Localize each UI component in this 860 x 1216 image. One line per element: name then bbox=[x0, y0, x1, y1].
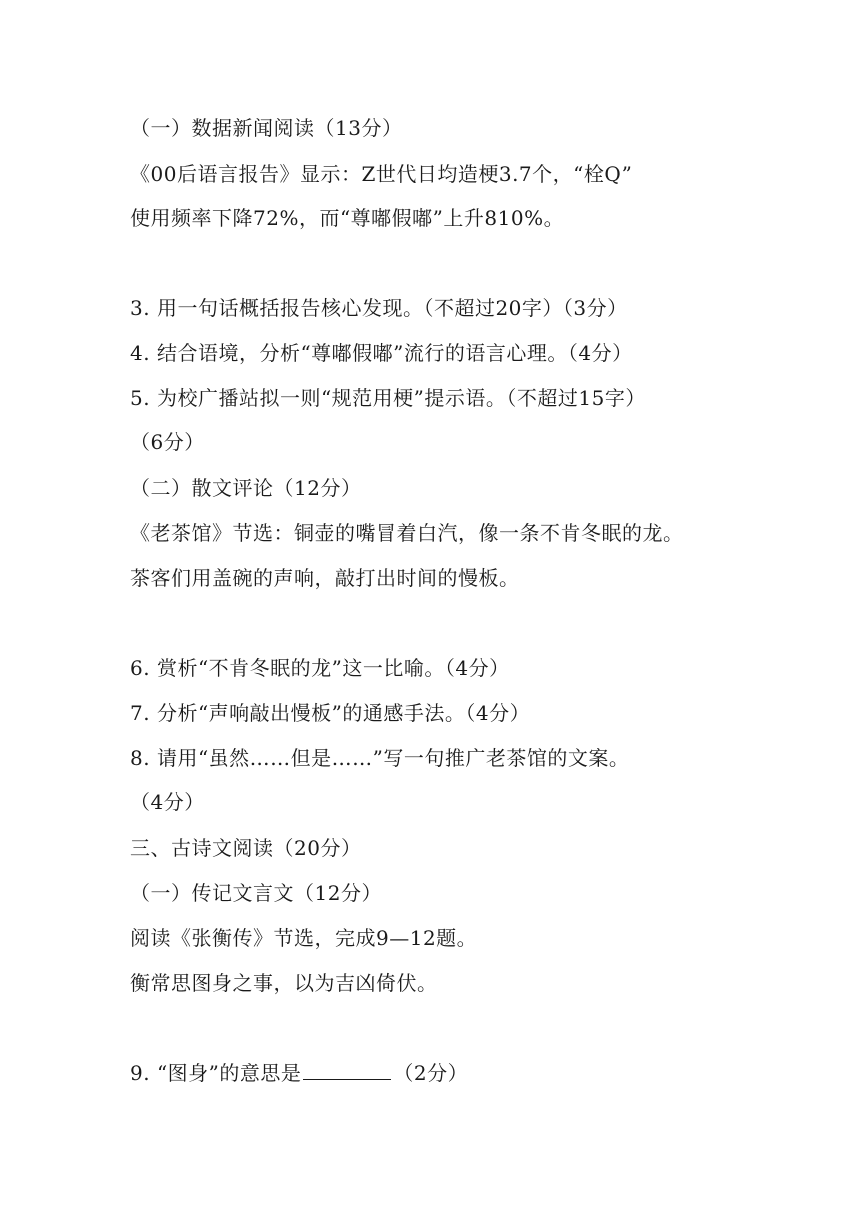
reading-instruction: 阅读《张衡传》节选，完成9—12题。 bbox=[130, 926, 478, 950]
passage-line: 《00后语言报告》显示：Z世代日均造梗3.7个，“栓Q” bbox=[130, 162, 633, 186]
question-9 bbox=[130, 1061, 468, 1085]
passage-line: 茶客们用盖碗的声响，敲打出时间的慢板。 bbox=[130, 566, 520, 590]
question-5-score: （6分） bbox=[130, 430, 205, 454]
question-9-text: 9. “图身”的意思是 bbox=[130, 1061, 302, 1085]
question-3: 3. 用一句话概括报告核心发现。（不超过20字）（3分） bbox=[130, 296, 628, 320]
part-heading-classical: 三、古诗文阅读（20分） bbox=[130, 836, 362, 860]
question-7: 7. 分析“声响敲出慢板”的通感手法。（4分） bbox=[130, 701, 531, 725]
section-heading-data-news: （一）数据新闻阅读（13分） bbox=[130, 116, 403, 140]
sub-heading-biography: （一）传记文言文（12分） bbox=[130, 881, 382, 905]
answer-blank[interactable] bbox=[303, 1061, 391, 1080]
question-5: 5. 为校广播站拟一则“规范用梗”提示语。（不超过15字） bbox=[130, 386, 646, 410]
question-9-score: （2分） bbox=[393, 1061, 469, 1085]
question-6: 6. 赏析“不肯冬眠的龙”这一比喻。（4分） bbox=[130, 656, 510, 680]
question-8: 8. 请用“虽然……但是……”写一句推广老茶馆的文案。 bbox=[130, 746, 630, 770]
passage-line: 使用频率下降72%，而“尊嘟假嘟”上升810%。 bbox=[130, 206, 565, 230]
passage-line: 《老茶馆》节选：铜壶的嘴冒着白汽，像一条不肯冬眠的龙。 bbox=[130, 521, 684, 545]
classical-passage: 衡常思图身之事，以为吉凶倚伏。 bbox=[130, 971, 438, 995]
question-8-score: （4分） bbox=[130, 790, 205, 814]
question-4: 4. 结合语境，分析“尊嘟假嘟”流行的语言心理。（4分） bbox=[130, 341, 633, 365]
section-heading-essay: （二）散文评论（12分） bbox=[130, 476, 362, 500]
